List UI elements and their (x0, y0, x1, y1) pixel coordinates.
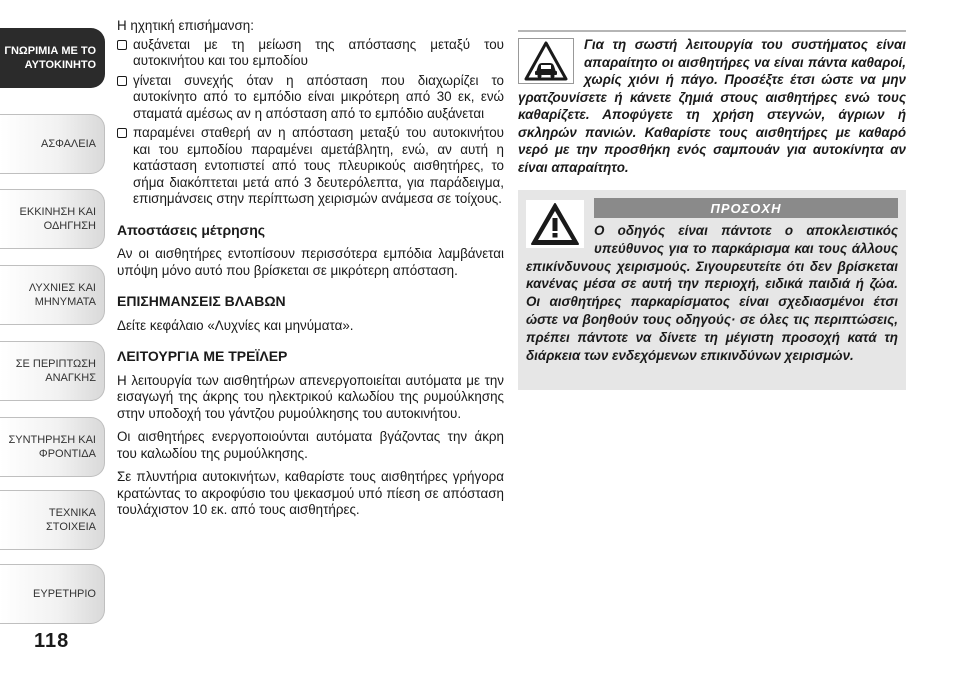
caution-header: ΠΡΟΣΟΧΗ (594, 198, 898, 218)
tab-warning-lights[interactable]: ΛΥΧΝΙΕΣ ΚΑΙ ΜΗΝΥΜΑΤΑ (0, 265, 105, 325)
list-item: γίνεται συνεχής όταν η απόσταση που διαχωρίζει το αυτοκίνητο από το εμπόδιο είναι μικρότερη από 30 εκ, ενώ σταματά αμέσως αν η απόσταση από το εμπόδιο αυξάνεται (117, 73, 504, 123)
checkbox-bullet-icon (117, 76, 127, 86)
section-text-trailer-3: Σε πλυντήρια αυτοκινήτων, καθαρίστε τους αισθητήρες γρήγορα κρατώντας το ακροφύσιο του ψεκασμού υπό πίεση σε απόσταση τουλάχιστον 10 εκ. από τους αισθητήρες. (117, 469, 504, 517)
acoustic-signal-list (117, 37, 504, 208)
list-item: παραμένει σταθερή αν η απόσταση μεταξύ του αυτοκινήτου και του εμποδίου παραμένει αμετάβλητη, ενώ, αν αυτή η κατάσταση εντοπιστεί από τους πλευρικούς αισθητήρες, το σήμα διακόπτεται μετά από 3 δευτερόλεπτα, για παράδειγμα, επισημάνσεις στην περίπτωση χειρισμών ανάμεσα σε τοίχους. (117, 125, 504, 208)
section-text-fault-signals: Δείτε κεφάλαιο «Λυχνίες και μηνύματα». (117, 317, 354, 333)
caution-note (518, 190, 906, 390)
main-text-column (117, 18, 504, 526)
section-title-fault-signals: ΕΠΙΣΗΜΑΝΣΕΙΣ ΒΛΑΒΩΝ (117, 293, 286, 309)
caution-text: Ο οδηγός είναι πάντοτε ο αποκλειστικός υπεύθυνος για το παρκάρισμα και τους άλλους επικίνδυνους χειρισμούς. Σιγουρευτείτε ότι δεν βρίσκεται κανένας μέσα σε αυτή την περιοχή, ειδικά παιδιά ή ζώα. Οι αισθητήρες παρκαρίσματος είναι σχεδιασμένοι έτσι ώστε να βοηθούν τους οδηγούς· σε όλες τις περιπτώσεις, πρέπει πάντοτε να δίνετε τη μέγιστη προσοχή κατά τη διάρκεια των ενδεχόμενων επικινδύνων χειρισμών. (526, 223, 898, 363)
tab-safety[interactable]: ΑΣΦΑΛΕΙΑ (0, 114, 105, 174)
section-text-trailer-1: Η λειτουργία των αισθητήρων απενεργοποιείται αυτόματα με την εισαγωγή της άκρης του ηλεκτρικού καλωδίου της ρυμούλκησης στην υποδοχή του γάντζου ρυμούλκησης του αυτοκινήτου. (117, 372, 504, 421)
sensor-cleaning-note: Για τη σωστή λειτουργία του συστήματος είναι απαραίτητο οι αισθητήρες να είναι πάντα καθαροί, χωρίς χιόνι ή πάγο. Προσέξτε έτσι ώστε να μην γρατζουνίσετε ή κάνετε ζημιά στους αισθητήρες ενώ τους καθαρίζετε. Αποφύγετε τη χρήση στεγνών, άγριων ή σκληρών πανιών. Καθαρίστε τους αισθητήρες με καθαρό νερό με την προσθήκη ενός σαμπουάν για αυτοκίνητα αν είναι απαραίτητο. (518, 37, 906, 175)
list-item: αυξάνεται με τη μείωση της απόστασης μεταξύ του αυτοκινήτου και του εμποδίου (117, 37, 504, 70)
tab-technical-data[interactable]: ΤΕΧΝΙΚΑ ΣΤΟΙΧΕΙΑ (0, 490, 105, 550)
checkbox-bullet-icon (117, 128, 127, 138)
car-warning-triangle-icon (518, 38, 574, 84)
section-text-distances: Αν οι αισθητήρες εντοπίσουν περισσότερα εμπόδια λαμβάνεται υπόψη μόνο αυτό που βρίσκεται σε μικρότερη απόσταση. (117, 246, 504, 278)
section-text-trailer-2: Οι αισθητήρες ενεργοποιούνται αυτόματα βγάζοντας την άκρη του καλωδίου της ρυμούλκησης. (117, 429, 504, 461)
section-title-distances: Αποστάσεις μέτρησης (117, 221, 266, 238)
exclamation-triangle-icon (526, 200, 584, 248)
page-number: 118 (34, 630, 70, 652)
tab-index[interactable]: ΕΥΡΕΤΗΡΙΟ (0, 564, 105, 624)
section-title-trailer: ΛΕΙΤΟΥΡΓΙΑ ΜΕ ΤΡΕΪΛΕΡ (117, 348, 288, 364)
divider (518, 30, 906, 32)
tab-maintenance[interactable]: ΣΥΝΤΗΡΗΣΗ ΚΑΙ ΦΡΟΝΤΙΔΑ (0, 417, 105, 477)
tab-introduction[interactable]: ΓΝΩΡΙΜΙΑ ΜΕ ΤΟ ΑΥΤΟΚΙΝΗΤΟ (0, 28, 105, 88)
tab-starting-driving[interactable]: ΕΚΚΙΝΗΣΗ ΚΑΙ ΟΔΗΓΗΣΗ (0, 189, 105, 249)
tab-emergency[interactable]: ΣΕ ΠΕΡΙΠΤΩΣΗ ΑΝΑΓΚΗΣ (0, 341, 105, 401)
acoustic-signal-intro: Η ηχητική επισήμανση: (117, 18, 254, 33)
checkbox-bullet-icon (117, 40, 127, 50)
